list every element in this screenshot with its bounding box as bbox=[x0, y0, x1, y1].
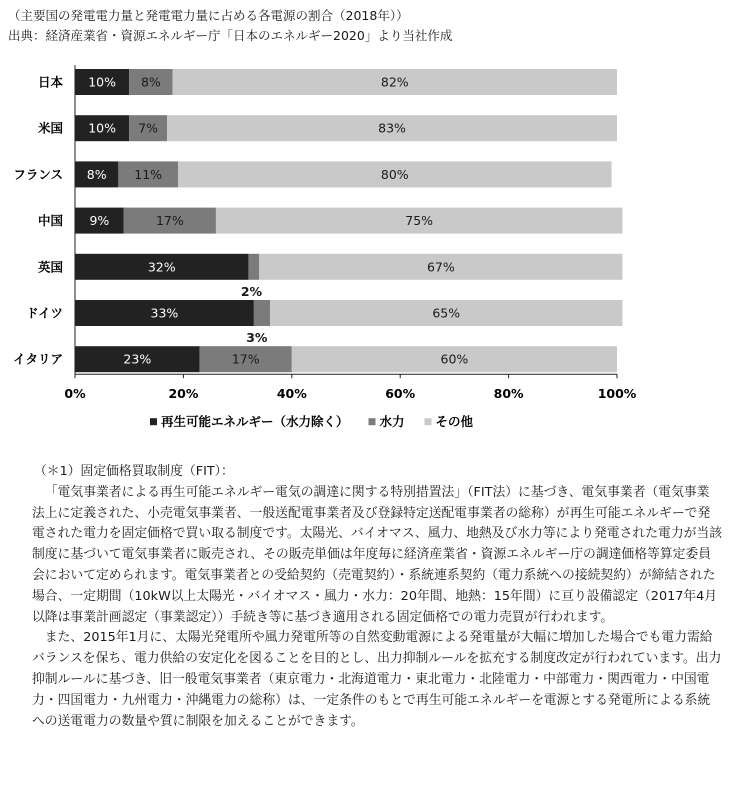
page-title: （主要国の発電電力量と発電電力量に占める各電源の割合（2018年）） bbox=[8, 8, 409, 23]
category-label: ドイツ bbox=[26, 305, 63, 321]
data-label: 17% bbox=[231, 351, 260, 367]
data-label: 60% bbox=[440, 351, 469, 367]
data-label: 83% bbox=[378, 120, 406, 136]
source-line: 出典：経済産業省・資源エネルギー庁「日本のエネルギー2020」より当社作成 bbox=[8, 28, 453, 43]
legend-swatch bbox=[369, 418, 376, 425]
x-tick-label: 100% bbox=[597, 386, 637, 402]
note-paragraph-1: 「電気事業者による再生可能エネルギー電気の調達に関する特別措置法」（FIT法）に基づき、電気事業者（電気事業法上に定義された、小売電気事業者、一般送配電事業者及び登録特定送配電事業者の総称）が再生可能エネルギーで発電された電力を固定価格で買い取る制度です。太陽光、バイオマス、風力、地熱及び水力等により発電された電力が当該制度に基づいて電気事業者に販売され、その販売単価は年度毎に経済産業省・資源エネルギー庁の調達価格等算定委員会において定められます。電気事業者との受給契約（売電契約）・系統連系契約（電力系統への接続契約）が締結された場合、一定期間（10kW以上太陽光・バイオマス・風力・水力：20年間、地熱：15年間）に亘り設備認定（2017年4月以降は事業計画認定（事業認定））手続き等に基づき適用される固定価格での電力売買が行われます。 bbox=[32, 484, 723, 625]
legend-swatch bbox=[150, 418, 157, 425]
data-label: 33% bbox=[150, 305, 179, 321]
legend-swatch bbox=[425, 418, 432, 425]
bar-segment bbox=[248, 254, 259, 280]
fit-note bbox=[32, 462, 722, 732]
data-label: 9% bbox=[89, 213, 110, 229]
data-label: 75% bbox=[405, 213, 434, 229]
x-tick-label: 60% bbox=[385, 386, 416, 402]
legend-label: 水力 bbox=[379, 414, 405, 430]
category-label: 日本 bbox=[37, 74, 63, 90]
note-heading: （＊1）固定価格買取制度（FIT）： bbox=[34, 464, 234, 479]
category-label: 中国 bbox=[37, 213, 63, 229]
data-label: 11% bbox=[134, 166, 163, 182]
category-label: フランス bbox=[13, 166, 63, 182]
x-tick-label: 40% bbox=[276, 386, 307, 402]
data-label: 80% bbox=[380, 166, 409, 182]
x-tick-label: 0% bbox=[64, 386, 86, 402]
x-tick-label: 80% bbox=[493, 386, 524, 402]
x-tick-label: 20% bbox=[168, 386, 199, 402]
data-label: 2% bbox=[240, 283, 263, 299]
data-label: 8% bbox=[86, 166, 107, 182]
legend-label: その他 bbox=[435, 414, 474, 430]
data-label: 17% bbox=[155, 213, 184, 229]
bar-segment bbox=[254, 300, 270, 326]
category-label: 英国 bbox=[37, 259, 63, 275]
data-label: 3% bbox=[246, 330, 268, 345]
category-label: 米国 bbox=[37, 120, 63, 136]
data-label: 8% bbox=[140, 74, 161, 90]
data-label: 10% bbox=[88, 120, 116, 136]
data-label: 10% bbox=[88, 74, 116, 90]
data-label: 23% bbox=[123, 351, 152, 367]
data-label: 67% bbox=[426, 259, 455, 275]
data-label: 7% bbox=[138, 120, 159, 136]
data-label: 82% bbox=[380, 74, 409, 90]
category-label: イタリア bbox=[12, 351, 63, 367]
data-label: 32% bbox=[147, 259, 176, 275]
note-paragraph-2: また、2015年1月に、太陽光発電所や風力発電所等の自然変動電源による発電量が大幅に増加した場合でも電力需給バランスを保ち、電力供給の安定化を図ることを目的とし、出力抑制ルールを拡充する制度改定が行われています。出力抑制ルールに基づき、旧一般電気事業者（東京電力・北海道電力・東北電力・北陸電力・中部電力・関西電力・中国電力・四国電力・九州電力・沖縄電力の総称）は、一定条件のもとで再生可能エネルギーを電源とする発電所による系統への送電電力の数量や質に制限を加えることができます。 bbox=[32, 630, 722, 729]
data-label: 65% bbox=[432, 305, 461, 321]
legend-label: 再生可能エネルギー（水力除く） bbox=[161, 414, 349, 430]
